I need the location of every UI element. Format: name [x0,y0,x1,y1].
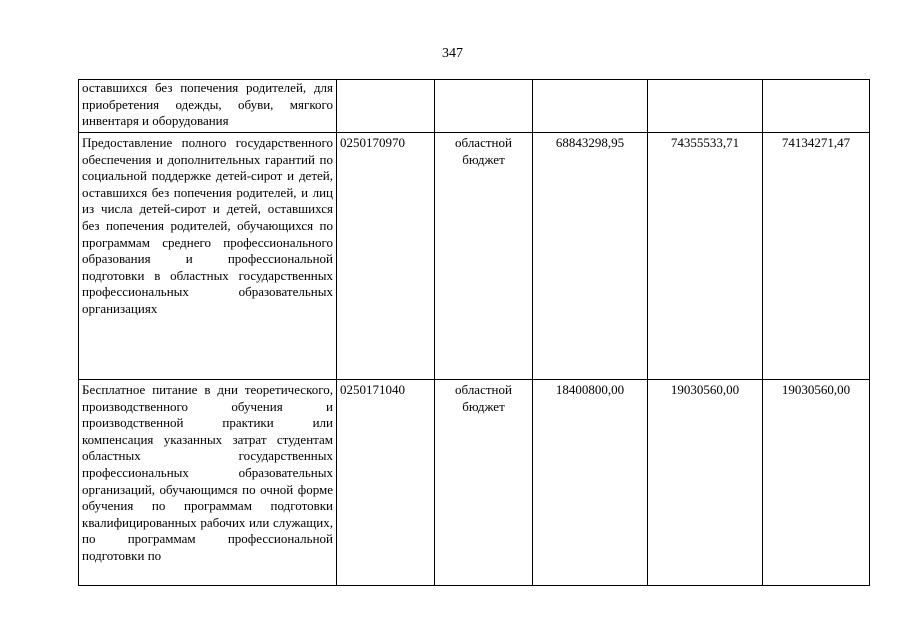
table-row [79,133,870,380]
row-amount-1: 68843298,95 [533,133,648,380]
row-amount-1 [533,80,648,133]
budget-table [78,79,870,586]
table-row [79,380,870,586]
row-source: областной бюджет [435,133,533,380]
row-source: областной бюджет [435,380,533,586]
table-row [79,80,870,133]
row-amount-2: 19030560,00 [648,380,763,586]
row-amount-3: 74134271,47 [763,133,870,380]
row-description: оставшихся без попечения родителей, для приобретения одежды, обуви, мягкого инвентаря и оборудования [79,80,337,133]
row-code: 0250171040 [337,380,435,586]
row-amount-2: 74355533,71 [648,133,763,380]
row-description: Предоставление полного государственного обеспечения и дополнительных гарантий по социальной поддержке детей-сирот и детей, оставшихся без попечения родителей, и лиц из числа детей-сирот и детей, оставшихся без попечения родителей, обучающихся по программам среднего профессионального образования и профессиональной подготовки в областных государственных профессиональных образовательных организациях [79,133,337,380]
row-description: Бесплатное питание в дни теоретического, производственного обучения и производственной практики или компенсация указанных затрат студентам областных государственных профессиональных образовательных организаций, обучающимся по очной форме обучения по программам подготовки квалифицированных рабочих или служащих, по программам профессиональной подготовки по [79,380,337,586]
row-code: 0250170970 [337,133,435,380]
row-amount-2 [648,80,763,133]
page-number: 347 [442,46,463,61]
row-amount-3 [763,80,870,133]
row-amount-1: 18400800,00 [533,380,648,586]
row-source [435,80,533,133]
row-code [337,80,435,133]
row-amount-3: 19030560,00 [763,380,870,586]
